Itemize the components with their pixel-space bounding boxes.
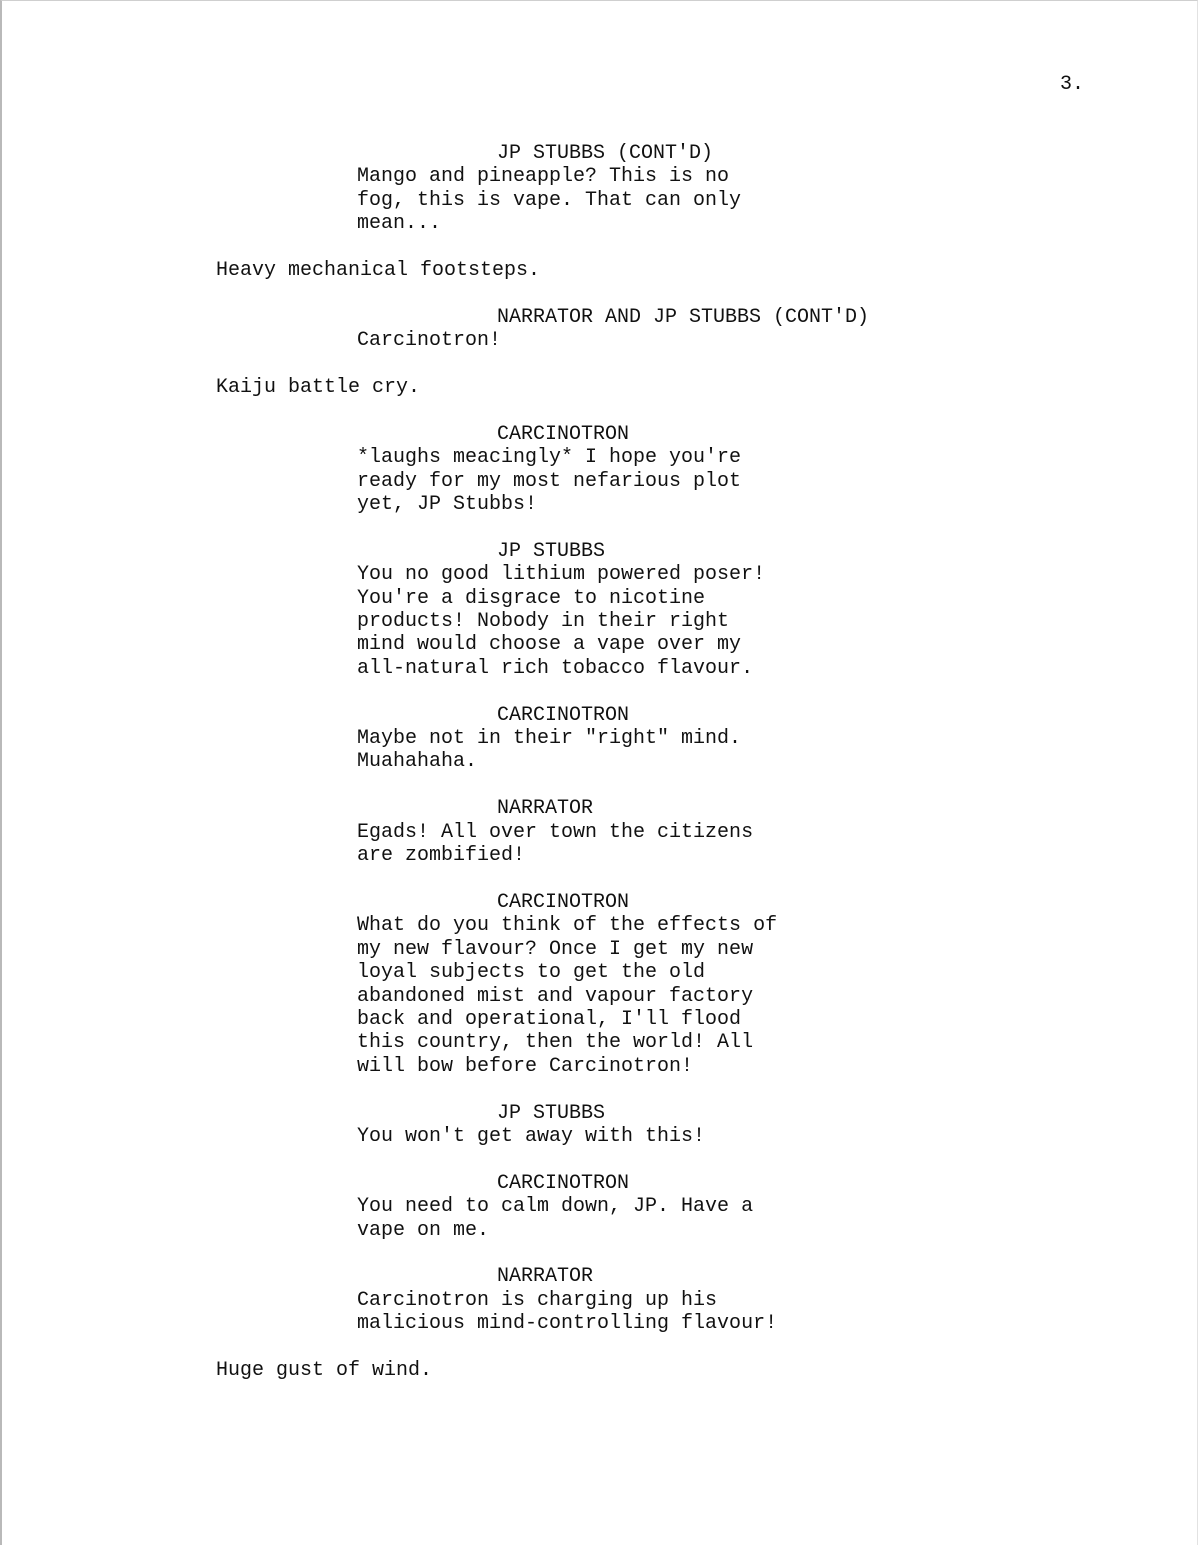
character-name: JP STUBBS (CONT'D) (497, 142, 714, 165)
dialogue-block (2, 1102, 1200, 1149)
dialogue-text: You need to calm down, JP. Have a vape on me. (357, 1195, 754, 1242)
dialogue-block (2, 306, 1200, 353)
dialogue-block (2, 1265, 1200, 1335)
dialogue-text: You no good lithium powered poser! You're a disgrace to nicotine products! Nobody in their right mind would choose a vape over my all-natural rich tobacco flavour. (357, 563, 766, 680)
dialogue-block (2, 1172, 1200, 1242)
page-number: 3. (1060, 73, 1085, 96)
dialogue-text: You won't get away with this! (357, 1124, 706, 1148)
dialogue-block (2, 423, 1200, 517)
script-body (2, 142, 1200, 1382)
dialogue-text: What do you think of the effects of my new flavour? Once I get my new loyal subjects to get the old abandoned mist and vapour factory back and operational, I'll flood this country, then the world! All will bow before Carcinotron! (357, 914, 778, 1078)
character-name: NARRATOR (497, 797, 594, 821)
dialogue-text: Carcinotron is charging up his malicious mind-controlling flavour! (357, 1288, 778, 1336)
dialogue-text: Mango and pineapple? This is no fog, this is vape. That can only mean... (357, 165, 742, 236)
character-name: CARCINOTRON (497, 890, 630, 914)
dialogue-block (2, 142, 1200, 236)
character-name: CARCINOTRON (497, 1171, 630, 1195)
dialogue-block (2, 540, 1200, 680)
dialogue-text: Carcinotron! (357, 329, 502, 353)
character-name: NARRATOR (497, 1265, 594, 1289)
character-name: JP STUBBS (497, 1101, 606, 1125)
action-line: Huge gust of wind. (216, 1358, 433, 1382)
dialogue-block (2, 797, 1200, 867)
character-name: NARRATOR AND JP STUBBS (CONT'D) (497, 305, 870, 329)
dialogue-block (2, 704, 1200, 774)
action-line: Kaiju battle cry. (216, 376, 421, 400)
dialogue-text: *laughs meacingly* I hope you're ready for my most nefarious plot yet, JP Stubbs! (357, 446, 742, 517)
character-name: CARCINOTRON (497, 422, 630, 446)
action-line: Heavy mechanical footsteps. (216, 259, 541, 283)
character-name: JP STUBBS (497, 539, 606, 563)
dialogue-text: Egads! All over town the citizens are zombified! (357, 820, 754, 868)
dialogue-block (2, 891, 1200, 1078)
dialogue-text: Maybe not in their "right" mind. Muahahaha. (357, 727, 742, 774)
character-name: CARCINOTRON (497, 703, 630, 727)
